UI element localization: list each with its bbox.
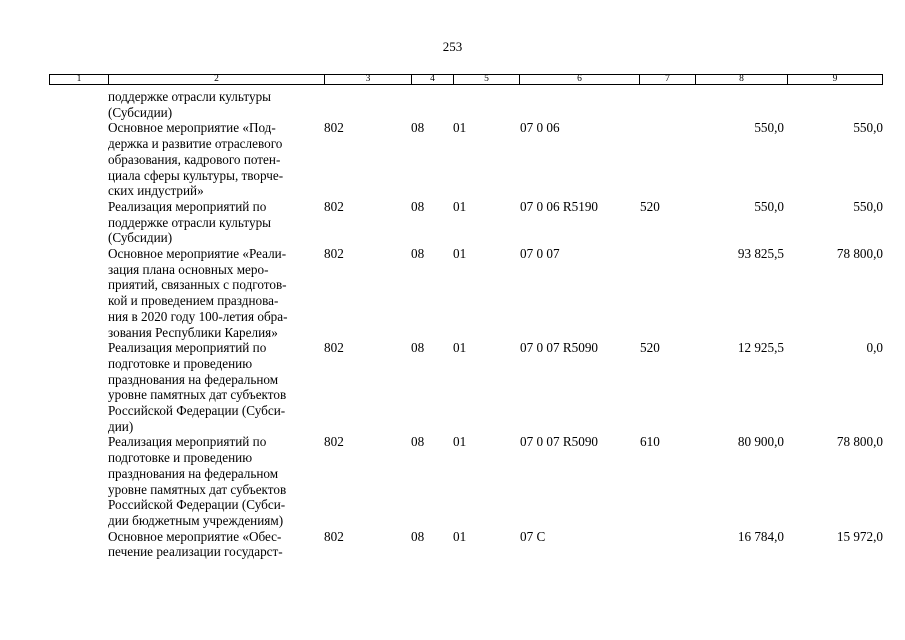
description-line: подготовке и проведению <box>108 355 253 371</box>
cell-c9: 550,0 <box>853 198 883 214</box>
description-line: кой и проведением празднова- <box>108 293 279 309</box>
description-line: празднования на федеральном <box>108 371 279 387</box>
description-line: поддержке отрасли культуры <box>108 214 272 230</box>
description-line: образования, кадрового потен- <box>108 151 281 167</box>
cell-c6: 07 0 06 <box>520 120 560 136</box>
cell-c3: 802 <box>324 340 344 356</box>
description-line: Основное мероприятие «Реали- <box>108 246 287 261</box>
cell-c3: 802 <box>324 198 344 214</box>
cell-c4: 08 <box>411 246 425 261</box>
header-col-5: 5 <box>453 75 519 84</box>
description-line: подготовке и проведению <box>108 450 253 466</box>
description-line: циала сферы культуры, творче- <box>108 167 284 183</box>
header-col-2: 2 <box>108 75 324 84</box>
cell-c5: 01 <box>453 120 467 136</box>
cell-c4: 08 <box>411 434 425 450</box>
description-line: Реализация мероприятий по <box>108 340 267 356</box>
cell-c6: 07 0 06 R5190 <box>520 198 599 214</box>
cell-c9: 550,0 <box>853 120 883 136</box>
cell-c7: 520 <box>640 340 660 356</box>
cell-c9: 15 972,0 <box>836 528 883 544</box>
cell-c8: 550,0 <box>754 198 784 214</box>
row-description <box>108 199 323 246</box>
description-line: дии бюджетным учреждениям) <box>108 512 284 528</box>
cell-c7: 520 <box>640 198 660 214</box>
cell-c5: 01 <box>453 434 467 450</box>
header-col-3: 3 <box>324 75 411 84</box>
header-col-6: 6 <box>519 75 639 84</box>
table-row <box>0 120 905 199</box>
table-row <box>0 434 905 528</box>
description-line: уровне памятных дат субъектов <box>108 387 287 403</box>
cell-c4: 08 <box>411 528 425 544</box>
cell-c8: 80 900,0 <box>737 434 784 450</box>
description-line: печение реализации государст- <box>108 544 283 560</box>
table-row <box>0 199 905 246</box>
description-line: празднования на федеральном <box>108 465 279 481</box>
cell-c9: 78 800,0 <box>836 434 883 450</box>
cell-c4: 08 <box>411 198 425 214</box>
description-line: Российской Федерации (Субси- <box>108 497 286 513</box>
description-line: Реализация мероприятий по <box>108 198 267 214</box>
header-col-7: 7 <box>639 75 695 84</box>
description-line: дии) <box>108 418 134 434</box>
header-col-8: 8 <box>695 75 787 84</box>
description-line: уровне памятных дат субъектов <box>108 481 287 497</box>
row-description <box>108 89 323 120</box>
cell-c5: 01 <box>453 246 467 261</box>
description-line: ния в 2020 году 100-летия обра- <box>108 308 288 324</box>
cell-c5: 01 <box>453 528 467 544</box>
cell-c8: 16 784,0 <box>737 528 784 544</box>
cell-c3: 802 <box>324 434 344 450</box>
description-line: держка и развитие отраслевого <box>108 136 283 152</box>
row-description <box>108 434 323 528</box>
cell-c6: 07 0 07 R5090 <box>520 434 599 450</box>
row-description <box>108 340 323 434</box>
header-col-9: 9 <box>787 75 882 84</box>
cell-c5: 01 <box>453 198 467 214</box>
cell-c8: 93 825,5 <box>737 246 784 261</box>
description-line: (Субсидии) <box>108 104 173 120</box>
description-line: Реализация мероприятий по <box>108 434 267 450</box>
row-description <box>108 120 323 199</box>
description-line: поддержке отрасли культуры <box>108 89 272 104</box>
page-number: 253 <box>442 39 463 54</box>
row-description <box>108 529 323 560</box>
table-row <box>0 529 905 560</box>
description-line: Основное мероприятие «Обес- <box>108 528 282 544</box>
cell-c6: 07 0 07 <box>520 246 560 261</box>
table-row <box>0 340 905 434</box>
cell-c5: 01 <box>453 340 467 356</box>
cell-c9: 78 800,0 <box>836 246 883 261</box>
cell-c6: 07 С <box>520 528 546 544</box>
cell-c4: 08 <box>411 340 425 356</box>
description-line: Российской Федерации (Субси- <box>108 403 286 418</box>
table-row <box>0 89 905 120</box>
cell-c9: 0,0 <box>866 340 883 356</box>
description-line: зования Республики Карелия» <box>108 324 278 340</box>
cell-c8: 550,0 <box>754 120 784 136</box>
cell-c8: 12 925,5 <box>737 340 784 356</box>
description-line: Основное мероприятие «Под- <box>108 120 276 136</box>
description-line: приятий, связанных с подготов- <box>108 277 287 293</box>
cell-c7: 610 <box>640 434 660 450</box>
table-header-row <box>49 74 883 85</box>
header-col-1: 1 <box>76 74 82 84</box>
description-line: ских индустрий» <box>108 183 204 199</box>
row-description <box>108 246 323 340</box>
cell-c4: 08 <box>411 120 425 136</box>
cell-c3: 802 <box>324 246 344 261</box>
table-row <box>0 246 905 340</box>
cell-c3: 802 <box>324 120 344 136</box>
description-line: зация плана основных меро- <box>108 261 269 277</box>
cell-c6: 07 0 07 R5090 <box>520 340 599 356</box>
header-col-4: 4 <box>411 75 453 84</box>
cell-c3: 802 <box>324 528 344 544</box>
description-line: (Субсидии) <box>108 230 173 246</box>
